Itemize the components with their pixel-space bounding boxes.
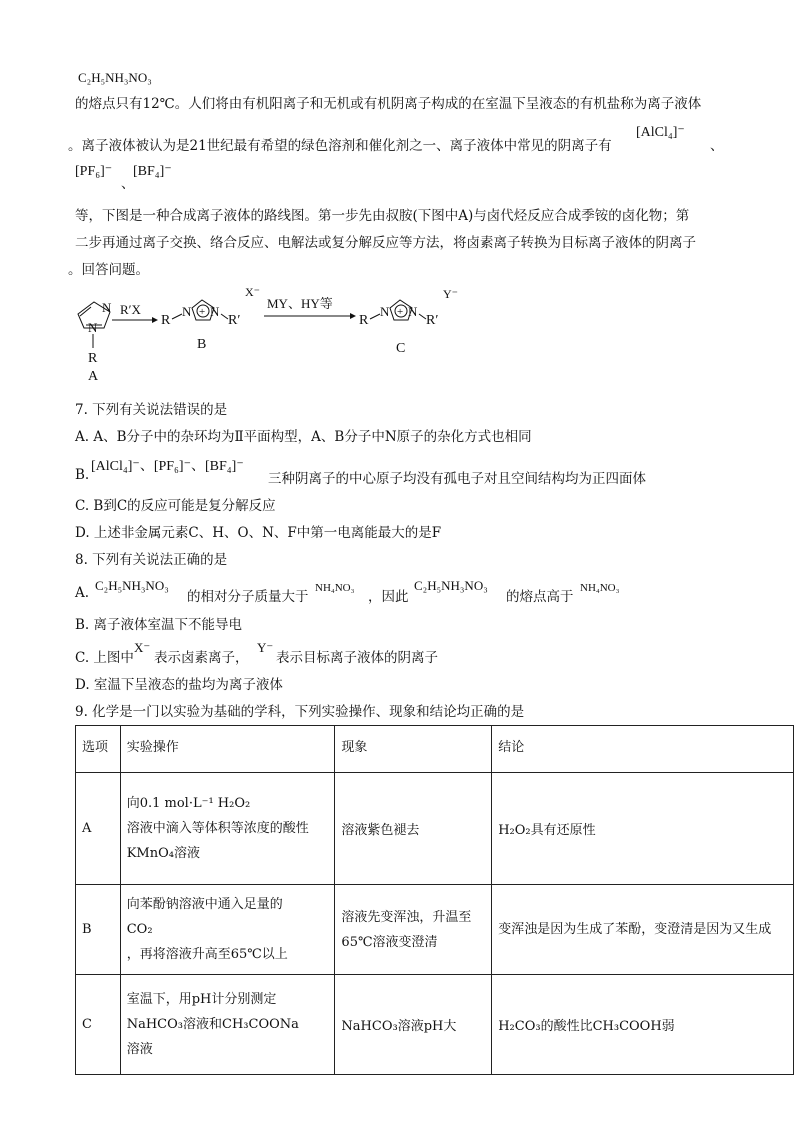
header-option: 选项 <box>76 726 121 773</box>
conclusion-cell: H₂O₂具有还原性 <box>492 773 794 885</box>
operation-line: ，再将溶液升高至65℃以上 <box>126 947 288 962</box>
header-operation: 实验操作 <box>120 726 335 773</box>
q8-option-b: B. 离子液体室温下不能导电 <box>75 617 243 633</box>
q8-anion-y: Y⁻ <box>257 640 274 655</box>
q7-option-a: A. A、B分子中的杂环均为Ⅱ平面构型，A、B分子中N原子的杂化方式也相同 <box>75 429 532 445</box>
anion-y: Y⁻ <box>443 287 458 301</box>
atom-n: N <box>408 304 418 319</box>
atom-n: N <box>102 300 112 315</box>
atom-r-prime: R′ <box>228 313 241 328</box>
q7-option-b-label: B. <box>75 467 90 483</box>
reagent-my-hy: MY、HY等 <box>267 296 333 311</box>
experiment-table <box>75 725 794 1075</box>
atom-r: R <box>161 313 171 328</box>
table-row <box>76 773 794 885</box>
intro-line-2: 。离子液体被认为是21世纪最有希望的绿色溶剂和催化剂之一、离子液体中常见的阴离子有 <box>68 138 612 154</box>
conclusion-cell <box>492 885 794 975</box>
label-a: A <box>88 369 99 382</box>
q7-option-d: D. 上述非金属元素C、H、O、N、F中第一电离能最大的是F <box>75 525 442 541</box>
table-header-row <box>76 726 794 773</box>
operation-line: 向苯酚钠溶液中通入足量的 <box>126 897 283 912</box>
operation-cell <box>120 975 335 1075</box>
separator: 、 <box>121 176 135 192</box>
operation-line: NaHCO₃溶液和CH₃COONa <box>126 1017 299 1032</box>
atom-r-prime: R′ <box>426 313 439 328</box>
imidazolium-c <box>359 287 458 356</box>
svg-text:+: + <box>397 306 404 318</box>
intro-line-4: 等，下图是一种合成离子液体的路线图。第一步先由叔胺(下图中A)与卤代烃反应合成季铵的卤化物；第 <box>75 208 690 224</box>
label-c: C <box>396 341 406 356</box>
anion-x: X⁻ <box>245 285 260 299</box>
q7-option-b-text: 三种阴离子的中心原子均没有孤电子对且空间结构均为正四面体 <box>268 471 646 487</box>
table-row <box>76 975 794 1075</box>
q7-option-c: C. B到C的反应可能是复分解反应 <box>75 498 276 514</box>
operation-line: KMnO₄溶液 <box>126 846 200 861</box>
q8-stem: 8. 下列有关说法正确的是 <box>75 552 228 568</box>
option-cell: B <box>76 885 121 975</box>
ion-pf6: [PF₆]⁻ <box>75 164 113 179</box>
ion-alcl4: [AlCl₄]⁻ <box>636 125 685 140</box>
svg-text:+: + <box>199 306 206 318</box>
table-row <box>76 885 794 975</box>
atom-n: N <box>210 304 220 319</box>
separator: 、 <box>710 138 724 154</box>
intro-line-6: 。回答问题。 <box>68 262 149 278</box>
q8-formula: C₂H₅NH₃NO₃ <box>95 578 169 593</box>
q8-option-c-label: C. 上图中 <box>75 650 134 666</box>
option-cell: C <box>76 975 121 1075</box>
header-conclusion: 结论 <box>492 726 794 773</box>
conclusion-line: 变浑浊是因为生成了苯酚，变澄清是因为又生成 <box>498 922 772 937</box>
operation-line: CO₂ <box>126 922 153 937</box>
q7-stem: 7. 下列有关说法错误的是 <box>75 402 228 418</box>
imidazole-a <box>78 300 112 382</box>
q8-formula: NH₄NO₃ <box>580 582 620 594</box>
atom-r: R <box>359 313 369 328</box>
phenomenon-cell: 溶液紫色褪去 <box>335 773 492 885</box>
q8-option-a-text: ，因此 <box>368 589 409 605</box>
header-phenomenon: 现象 <box>335 726 492 773</box>
phenomenon-cell <box>335 885 492 975</box>
atom-n: N <box>88 320 98 335</box>
operation-cell <box>120 885 335 975</box>
q8-option-c-text: 表示卤素离子， <box>154 650 249 666</box>
q8-option-a-label: A. <box>75 585 90 601</box>
phenomenon-line: 65℃溶液变澄清 <box>341 934 438 950</box>
operation-line: 室温下，用pH计分别测定 <box>126 992 277 1007</box>
operation-line: 溶液 <box>126 1042 153 1057</box>
operation-line: 向0.1 mol·L⁻¹ H₂O₂ <box>126 796 251 811</box>
atom-n: N <box>380 304 390 319</box>
intro-line-5: 二步再通过离子交换、络合反应、电解法或复分解反应等方法，将卤素离子转换为目标离子液体的阴离子 <box>75 235 696 251</box>
q9-stem: 9. 化学是一门以实验为基础的学科，下列实验操作、现象和结论均正确的是 <box>75 704 525 720</box>
reagent-rx: R′X <box>120 302 141 317</box>
q8-option-a-text: 的熔点高于 <box>506 589 574 605</box>
option-cell: A <box>76 773 121 885</box>
operation-line: 溶液中滴入等体积等浓度的酸性 <box>126 821 309 836</box>
q8-formula: NH₄NO₃ <box>315 582 355 594</box>
intro-line-1: 的熔点只有12℃。人们将由有机阳离子和无机或有机阴离子构成的在室温下呈液态的有机盐称为离子液体 <box>75 96 702 112</box>
q8-option-c-text: 表示目标离子液体的阴离子 <box>276 650 438 666</box>
intro-formula: C₂H₅NH₃NO₃ <box>78 70 152 85</box>
q8-option-a-text: 的相对分子质量大于 <box>187 589 309 605</box>
operation-cell <box>120 773 335 885</box>
atom-n: N <box>182 304 192 319</box>
phenomenon-cell: NaHCO₃溶液pH大 <box>335 975 492 1075</box>
phenomenon-line: 溶液先变浑浊，升温至 <box>341 909 472 925</box>
q8-option-d: D. 室温下呈液态的盐均为离子液体 <box>75 677 283 693</box>
imidazolium-b <box>161 285 260 352</box>
q8-anion-x: X⁻ <box>134 640 151 655</box>
q8-formula: C₂H₅NH₃NO₃ <box>414 578 488 593</box>
label-b: B <box>197 337 207 352</box>
conclusion-cell: H₂CO₃的酸性比CH₃COOH弱 <box>492 975 794 1075</box>
ion-bf4: [BF₄]⁻ <box>133 164 172 179</box>
q7-option-b-ions: [AlCl₄]⁻、[PF₆]⁻、[BF₄]⁻ <box>91 459 244 474</box>
atom-r: R <box>88 351 98 366</box>
synthesis-scheme <box>60 282 480 382</box>
